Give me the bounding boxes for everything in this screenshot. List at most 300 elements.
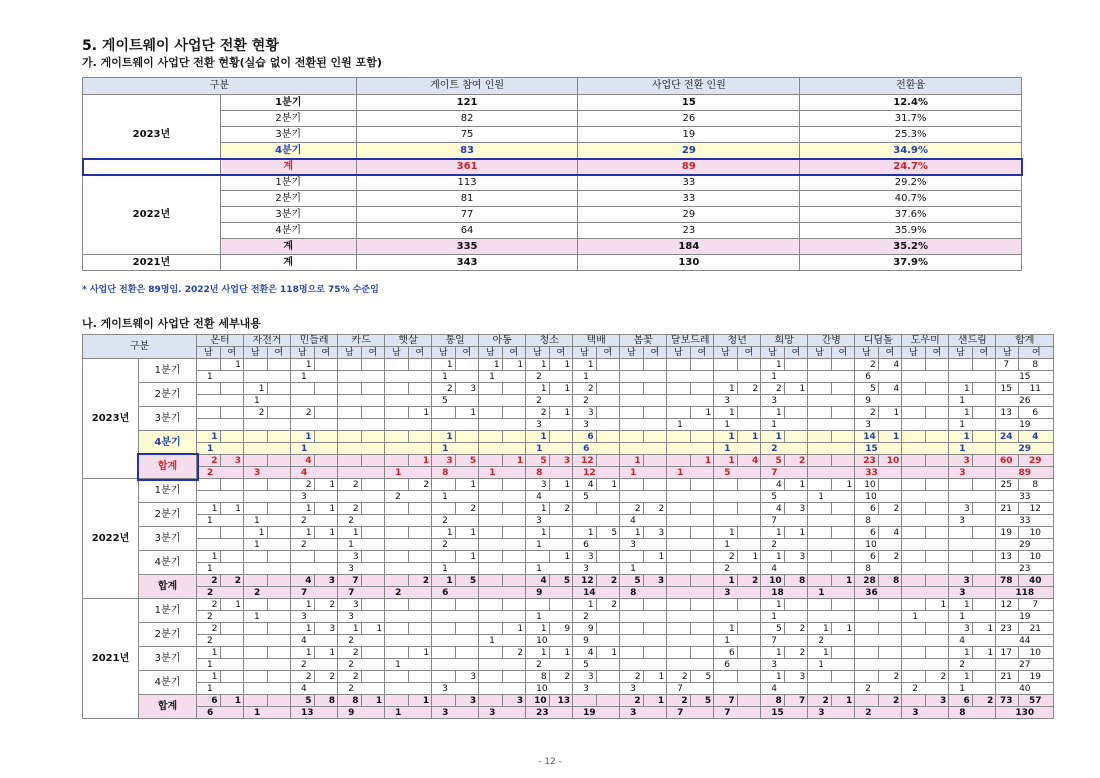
detail-total-value: 1: [667, 419, 714, 431]
detail-total-value: [714, 515, 761, 527]
year-label: 2021년: [83, 255, 221, 271]
detail-total-value: 1: [714, 539, 761, 551]
detail-value: 1: [761, 647, 785, 659]
detail-value: [925, 575, 949, 587]
detail-value: 2: [878, 695, 902, 707]
detail-value: [667, 383, 691, 395]
summary-value: 33: [578, 191, 800, 207]
detail-value: [855, 695, 879, 707]
detail-value: [432, 623, 456, 635]
detail-value: 8: [1019, 359, 1054, 371]
summary-value: 40.7%: [800, 191, 1022, 207]
detail-value: 1: [549, 479, 573, 491]
header-female: 여: [737, 347, 761, 359]
detail-total-value: 23: [996, 563, 1054, 575]
detail-total-value: [385, 371, 432, 383]
detail-value: [502, 407, 526, 419]
detail-value: [808, 455, 832, 467]
detail-row: [83, 539, 1054, 551]
header-category: 디딤돌: [855, 335, 902, 347]
detail-total-value: [197, 491, 244, 503]
detail-value: [925, 431, 949, 443]
detail-total-value: [902, 587, 949, 599]
detail-value: 2: [784, 623, 808, 635]
detail-total-value: 1: [667, 467, 714, 479]
detail-value: [737, 527, 761, 539]
detail-total-value: 2: [338, 683, 385, 695]
detail-total-value: 1: [526, 563, 573, 575]
detail-total-value: [714, 683, 761, 695]
detail-total-value: 1: [949, 683, 996, 695]
summary-value: 23: [578, 223, 800, 239]
detail-value: [737, 671, 761, 683]
detail-value: 6: [855, 503, 879, 515]
detail-value: [361, 527, 385, 539]
detail-total-value: 36: [855, 587, 902, 599]
detail-value: [479, 455, 503, 467]
detail-total-value: [902, 419, 949, 431]
detail-value: [902, 359, 926, 371]
detail-value: 5: [761, 623, 785, 635]
section-title: 5. 게이트웨이 사업단 전환 현황: [82, 38, 279, 54]
detail-row: [83, 407, 1054, 419]
detail-total-value: [244, 491, 291, 503]
summary-value: 34.9%: [800, 143, 1022, 159]
detail-value: [878, 479, 902, 491]
detail-total-value: [902, 515, 949, 527]
detail-value: 3: [784, 551, 808, 563]
detail-total-value: 9: [573, 635, 620, 647]
detail-total-value: [902, 563, 949, 575]
detail-value: 12: [573, 455, 597, 467]
detail-value: [479, 551, 503, 563]
header-female: 여: [831, 347, 855, 359]
detail-value: 1: [949, 407, 973, 419]
summary-row: [83, 111, 1022, 127]
detail-total-value: 2: [197, 587, 244, 599]
detail-total-value: 4: [291, 467, 338, 479]
detail-total-value: [808, 611, 855, 623]
detail-value: 1: [502, 455, 526, 467]
detail-total-value: 3: [761, 395, 808, 407]
detail-value: 1: [526, 647, 550, 659]
detail-total-value: 130: [996, 707, 1054, 719]
detail-value: [408, 431, 432, 443]
detail-value: [361, 359, 385, 371]
detail-total-value: [385, 539, 432, 551]
quarter-label: 4분기: [220, 143, 356, 159]
detail-value: [314, 359, 338, 371]
detail-value: 2: [338, 503, 362, 515]
detail-total-value: 1: [479, 635, 526, 647]
detail-value: 1: [197, 503, 221, 515]
detail-value: [244, 455, 268, 467]
detail-value: [385, 359, 409, 371]
detail-total-value: [338, 419, 385, 431]
detail-total-value: 10: [855, 491, 902, 503]
header-female: 여: [314, 347, 338, 359]
detail-value: [267, 527, 291, 539]
detail-row: [83, 707, 1054, 719]
header-category: 간병: [808, 335, 855, 347]
detail-value: [220, 527, 244, 539]
quarter-label: 4분기: [139, 551, 197, 575]
detail-value: [267, 383, 291, 395]
detail-value: [925, 455, 949, 467]
detail-value: [831, 551, 855, 563]
detail-value: [385, 575, 409, 587]
detail-row: [83, 623, 1054, 635]
detail-total-value: 1: [291, 371, 338, 383]
detail-value: [902, 551, 926, 563]
detail-value: [267, 599, 291, 611]
detail-value: 2: [573, 383, 597, 395]
detail-total-value: [385, 635, 432, 647]
detail-value: [479, 431, 503, 443]
detail-value: [338, 455, 362, 467]
detail-value: 3: [549, 455, 573, 467]
detail-total-value: 2: [761, 443, 808, 455]
detail-value: [620, 407, 644, 419]
detail-value: [784, 599, 808, 611]
detail-value: 2: [878, 503, 902, 515]
detail-value: [831, 503, 855, 515]
detail-total-value: [667, 443, 714, 455]
detail-value: [949, 479, 973, 491]
header-category: 청년: [714, 335, 761, 347]
header-male: 남: [949, 347, 973, 359]
detail-value: 3: [949, 455, 973, 467]
detail-value: [385, 503, 409, 515]
header-male: 남: [479, 347, 503, 359]
detail-value: [479, 647, 503, 659]
detail-total-value: 2: [949, 659, 996, 671]
detail-value: [385, 431, 409, 443]
detail-value: [526, 551, 550, 563]
detail-total-value: [244, 419, 291, 431]
detail-value: [479, 383, 503, 395]
detail-value: 1: [197, 647, 221, 659]
detail-total-value: 3: [902, 707, 949, 719]
detail-value: [267, 455, 291, 467]
header-female: 여: [220, 347, 244, 359]
detail-total-value: [620, 659, 667, 671]
detail-total-value: [385, 683, 432, 695]
detail-value: 1: [761, 527, 785, 539]
detail-value: 10: [1019, 551, 1054, 563]
footnote: * 사업단 전환은 89명임. 2022년 사업단 전환은 118명으로 75% 수준임: [82, 285, 379, 295]
detail-value: 1: [573, 359, 597, 371]
detail-total-value: 2: [197, 635, 244, 647]
detail-total-value: [479, 419, 526, 431]
detail-value: 2: [549, 671, 573, 683]
detail-row: [83, 611, 1054, 623]
detail-total-value: 1: [714, 635, 761, 647]
detail-value: 1: [455, 479, 479, 491]
detail-value: [737, 479, 761, 491]
detail-value: 8: [761, 695, 785, 707]
detail-value: 2: [432, 383, 456, 395]
detail-row: [83, 359, 1054, 371]
detail-value: [949, 527, 973, 539]
detail-value: 8: [526, 671, 550, 683]
detail-value: 1: [949, 383, 973, 395]
detail-total-value: [338, 491, 385, 503]
detail-value: [361, 407, 385, 419]
detail-value: [972, 479, 996, 491]
detail-value: [502, 503, 526, 515]
detail-total-value: 3: [526, 419, 573, 431]
detail-value: 1: [338, 527, 362, 539]
detail-value: [737, 695, 761, 707]
detail-total-value: 4: [761, 563, 808, 575]
detail-value: [972, 671, 996, 683]
detail-total-value: [479, 515, 526, 527]
detail-value: 1: [314, 503, 338, 515]
detail-value: 1: [361, 695, 385, 707]
detail-value: 1: [244, 527, 268, 539]
detail-total-value: 9: [338, 707, 385, 719]
detail-total-value: [479, 683, 526, 695]
detail-value: [620, 431, 644, 443]
detail-value: [902, 623, 926, 635]
summary-row: [83, 143, 1022, 159]
detail-total-value: 3: [432, 707, 479, 719]
detail-value: [690, 599, 714, 611]
detail-value: 3: [949, 575, 973, 587]
detail-value: 1: [455, 527, 479, 539]
detail-value: 2: [667, 695, 691, 707]
detail-value: 8: [878, 575, 902, 587]
detail-value: [502, 527, 526, 539]
detail-value: 2: [197, 455, 221, 467]
detail-value: 3: [314, 623, 338, 635]
detail-value: [408, 671, 432, 683]
header-male: 남: [291, 347, 315, 359]
detail-value: 6: [1019, 407, 1054, 419]
detail-total-value: [620, 371, 667, 383]
detail-row: [83, 575, 1054, 587]
page-number: - 12 -: [538, 757, 562, 767]
detail-value: [502, 479, 526, 491]
detail-total-value: 3: [714, 587, 761, 599]
detail-value: [596, 623, 620, 635]
summary-value: 113: [356, 175, 578, 191]
detail-total-value: 10: [855, 539, 902, 551]
header-male: 남: [197, 347, 221, 359]
detail-value: [620, 383, 644, 395]
detail-value: 5: [855, 383, 879, 395]
detail-total-value: [667, 587, 714, 599]
detail-total-value: 4: [291, 683, 338, 695]
header-gate-count: 게이트 참여 인원: [356, 78, 578, 95]
detail-value: 5: [690, 671, 714, 683]
detail-total-value: 3: [620, 539, 667, 551]
detail-total-value: 14: [573, 587, 620, 599]
detail-value: 1: [831, 695, 855, 707]
summary-value: 29.2%: [800, 175, 1022, 191]
detail-value: [972, 599, 996, 611]
detail-total-value: [949, 371, 996, 383]
detail-value: [667, 407, 691, 419]
detail-total-value: 3: [338, 611, 385, 623]
header-female: 여: [502, 347, 526, 359]
detail-value: [972, 551, 996, 563]
detail-value: [949, 551, 973, 563]
detail-value: [784, 407, 808, 419]
detail-total-value: 1: [761, 371, 808, 383]
detail-total-value: 23: [526, 707, 573, 719]
detail-value: 1: [761, 599, 785, 611]
detail-value: 2: [808, 695, 832, 707]
detail-value: [549, 599, 573, 611]
detail-value: 2: [314, 599, 338, 611]
detail-value: [643, 407, 667, 419]
detail-value: 21: [996, 671, 1019, 683]
detail-value: 2: [197, 599, 221, 611]
detail-value: 2: [502, 647, 526, 659]
detail-total-value: 3: [244, 467, 291, 479]
detail-value: [244, 479, 268, 491]
header-female: 여: [549, 347, 573, 359]
detail-value: 2: [925, 671, 949, 683]
detail-value: [385, 407, 409, 419]
detail-total-value: 1: [808, 587, 855, 599]
detail-value: 2: [596, 599, 620, 611]
detail-total-value: [573, 515, 620, 527]
detail-value: 13: [549, 695, 573, 707]
detail-value: 2: [855, 359, 879, 371]
detail-value: [902, 431, 926, 443]
quarter-label: 3분기: [139, 407, 197, 431]
detail-value: [667, 455, 691, 467]
detail-total-value: [808, 371, 855, 383]
detail-value: 3: [949, 623, 973, 635]
detail-value: [972, 383, 996, 395]
detail-row: [83, 527, 1054, 539]
detail-total-value: [667, 395, 714, 407]
quarter-label: 1분기: [139, 359, 197, 383]
detail-value: 3: [455, 383, 479, 395]
detail-total-value: 19: [996, 611, 1054, 623]
detail-total-value: 3: [526, 515, 573, 527]
detail-value: 4: [737, 455, 761, 467]
detail-value: [667, 623, 691, 635]
detail-value: [267, 359, 291, 371]
header-male: 남: [573, 347, 597, 359]
detail-total-value: [244, 371, 291, 383]
detail-value: [502, 431, 526, 443]
header-category: 달보드레: [667, 335, 714, 347]
detail-total-value: 89: [996, 467, 1054, 479]
detail-total-value: 2: [526, 659, 573, 671]
detail-value: 9: [573, 623, 597, 635]
detail-total-value: [902, 443, 949, 455]
detail-value: 1: [714, 383, 738, 395]
detail-value: [667, 527, 691, 539]
detail-value: [690, 647, 714, 659]
detail-value: 2: [314, 671, 338, 683]
header-male: 남: [244, 347, 268, 359]
detail-value: 4: [878, 527, 902, 539]
header-male: 남: [855, 347, 879, 359]
detail-value: [267, 503, 291, 515]
detail-value: 1: [408, 407, 432, 419]
detail-value: 2: [291, 671, 315, 683]
detail-value: [596, 431, 620, 443]
detail-value: [831, 431, 855, 443]
summary-value: 75: [356, 127, 578, 143]
detail-value: [690, 623, 714, 635]
detail-value: [385, 527, 409, 539]
detail-value: [831, 527, 855, 539]
detail-total-value: 2: [338, 515, 385, 527]
detail-value: [667, 479, 691, 491]
detail-total-value: 1: [949, 419, 996, 431]
detail-total-value: 7: [667, 707, 714, 719]
year-label: 2022년: [83, 175, 221, 255]
detail-value: [643, 599, 667, 611]
detail-total-value: 1: [385, 707, 432, 719]
detail-value: [902, 647, 926, 659]
detail-value: [855, 599, 879, 611]
detail-header-row: [83, 335, 1054, 347]
detail-value: 3: [949, 503, 973, 515]
detail-total-value: 8: [855, 515, 902, 527]
detail-total-value: [385, 611, 432, 623]
year-label: 2023년: [83, 359, 139, 479]
detail-value: 57: [1019, 695, 1054, 707]
detail-value: [267, 623, 291, 635]
detail-value: 21: [1019, 623, 1054, 635]
detail-value: 1: [526, 623, 550, 635]
detail-row: [83, 563, 1054, 575]
detail-value: [479, 575, 503, 587]
detail-value: 1: [549, 551, 573, 563]
detail-total-value: 2: [291, 659, 338, 671]
detail-value: [361, 431, 385, 443]
detail-row: [83, 467, 1054, 479]
detail-value: 2: [972, 695, 996, 707]
detail-value: 19: [996, 527, 1019, 539]
detail-total-value: 3: [479, 707, 526, 719]
detail-value: 1: [197, 671, 221, 683]
detail-value: 1: [714, 623, 738, 635]
detail-value: 1: [573, 599, 597, 611]
detail-value: 1: [314, 527, 338, 539]
detail-total-value: 10: [526, 635, 573, 647]
detail-value: 2: [291, 479, 315, 491]
detail-value: [620, 479, 644, 491]
detail-total-value: 2: [385, 491, 432, 503]
quarter-label: 합계: [139, 455, 197, 479]
detail-value: 4: [761, 479, 785, 491]
detail-value: 3: [784, 671, 808, 683]
detail-value: [314, 407, 338, 419]
detail-total-value: [338, 443, 385, 455]
detail-value: [361, 551, 385, 563]
detail-total-value: [902, 395, 949, 407]
detail-total-value: [479, 395, 526, 407]
detail-total-value: [808, 563, 855, 575]
detail-value: [596, 551, 620, 563]
header-female: 여: [972, 347, 996, 359]
detail-value: 1: [526, 359, 550, 371]
detail-total-value: 1: [949, 611, 996, 623]
detail-value: 1: [620, 527, 644, 539]
detail-value: 15: [996, 383, 1019, 395]
year-label: 2023년: [83, 95, 221, 175]
